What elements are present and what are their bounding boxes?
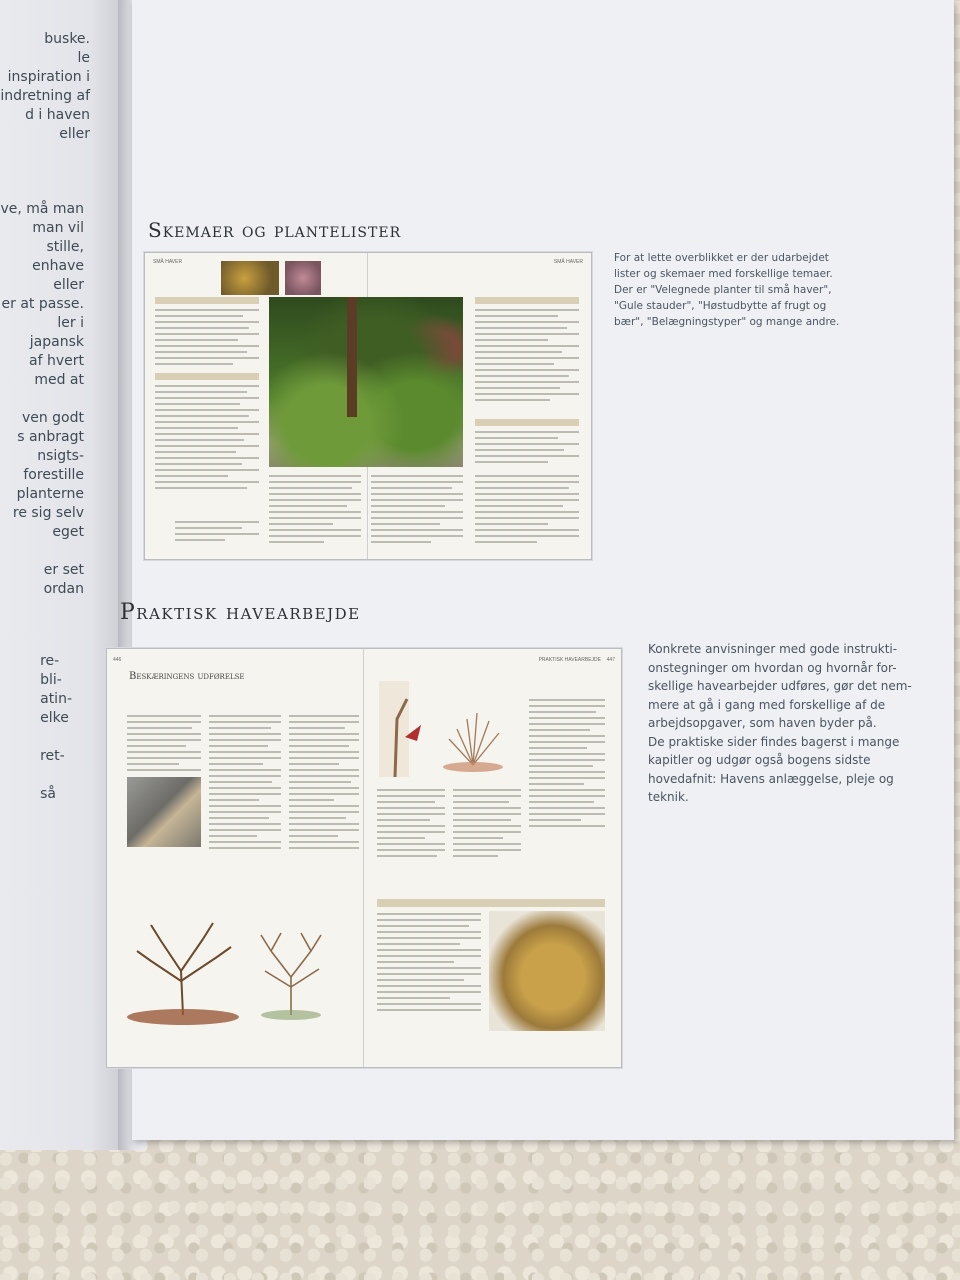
running-head-right: PRAKTISK HAVEARBEJDE [538, 657, 601, 663]
body-text-column [475, 475, 579, 547]
garden-photo [269, 297, 463, 467]
text-line: re sig selv [12, 505, 84, 521]
text-line: buske. [44, 31, 90, 47]
soil-mound [127, 1009, 239, 1025]
desc-line: teknik. [648, 790, 689, 804]
page-number-right: 447 [606, 657, 615, 663]
page-number-left: 446 [113, 657, 122, 663]
text-line: så [40, 786, 56, 802]
body-text-column [529, 699, 605, 831]
text-line: re- [40, 653, 60, 669]
text-line: er at passe. [1, 296, 84, 312]
body-text-column [371, 475, 463, 547]
text-line: ven godt [21, 410, 84, 426]
desc-line: "Gule stauder", "Høstudbytte af frugt og [614, 300, 827, 312]
plant-photo [285, 261, 321, 295]
text-line: med at [34, 372, 84, 388]
plant-photo [221, 261, 279, 295]
body-text-column [453, 789, 521, 861]
text-line: man vil stille, [32, 220, 84, 255]
section-heading-praktisk: Praktisk havearbejde [120, 600, 361, 625]
text-line: forestille [23, 467, 84, 483]
table-header [155, 373, 259, 380]
desc-line: arbejdsopgaver, som haven byder på. [648, 716, 877, 730]
pruning-photo [127, 777, 201, 847]
text-line: ler i japansk [29, 315, 84, 350]
body-text-column [209, 715, 281, 853]
shrub-branches [449, 713, 499, 765]
desc-line: bær", "Belægningstyper" og mange andre. [614, 316, 840, 328]
body-text-column [269, 475, 361, 547]
pruned-tree-illustration [121, 911, 361, 1041]
desc-line: Konkrete anvisninger med gode instrukti- [648, 642, 898, 656]
text-line: indretning af [0, 88, 90, 104]
desc-line: De praktiske sider findes bagerst i mange [648, 734, 900, 749]
running-head-left: SMÅ HAVER [153, 259, 183, 265]
desc-line: skellige havearbejder udføres, gør det nem- [648, 679, 912, 693]
desc-line: hovedafnit: Havens anlæggelse, pleje og [648, 771, 894, 786]
desc-line: onstegninger om hvordan og hvornår for- [648, 660, 897, 675]
body-text-column [289, 715, 359, 853]
table-header [475, 419, 579, 426]
table-rows [155, 385, 259, 493]
table-header [475, 297, 579, 304]
text-line: elke [40, 710, 69, 726]
grass-patch [261, 1010, 321, 1020]
soil-mound [443, 762, 503, 772]
text-line: bli- [40, 672, 62, 688]
section-description-praktisk [648, 640, 948, 807]
desc-line: mere at gå i gang med forskellige af de [648, 697, 886, 712]
desc-line: For at lette overblikket er der udarbejdet [614, 252, 829, 264]
text-line: nsigts- [37, 448, 84, 464]
right-page [113, 0, 954, 1140]
left-page-text-mid [0, 200, 84, 599]
text-line: planterne [16, 486, 84, 502]
tree-trunk [347, 297, 357, 417]
desc-line: Der er "Velegnede planter til små haver", [614, 284, 832, 296]
left-page-text-low [40, 652, 72, 804]
spread-thumbnail-havearbejde [106, 648, 622, 1068]
spread-title: Beskæringens udførelse [129, 671, 245, 682]
section-description-skemaer [614, 250, 904, 330]
text-line: af hvert [29, 353, 84, 369]
body-text-column [127, 715, 201, 775]
text-line: ordan [43, 581, 84, 597]
caption-text [175, 521, 259, 545]
desc-line: lister og skemaer med forskellige temaer. [614, 268, 833, 280]
left-page-text-top [0, 30, 90, 144]
table-rows [475, 309, 579, 405]
body-text-column [377, 913, 481, 1015]
table-rows [475, 431, 579, 467]
spread-fold [363, 649, 364, 1067]
table-header [155, 297, 259, 304]
tree-branches-left [137, 923, 231, 1015]
text-line: ve, må man [0, 201, 84, 217]
pruning-step-illustration [377, 679, 509, 779]
tree-branches-right [261, 933, 321, 1015]
text-line: er set [43, 562, 84, 578]
bamboo-photo [489, 911, 605, 1031]
text-line: le inspiration i [7, 50, 90, 85]
text-line: eget [52, 524, 84, 540]
section-heading-skemaer: Skemaer og plantelister [148, 218, 402, 242]
desc-line: kapitler og udgør også bogens sidste [648, 753, 871, 767]
text-line: d i haven eller [25, 107, 90, 142]
table-rows [155, 309, 259, 369]
spread-thumbnail-plantelister [144, 252, 592, 560]
subsection-header-bar [377, 899, 605, 907]
text-line: atin- [40, 691, 72, 707]
text-line: enhave eller [32, 258, 84, 293]
body-text-column [377, 789, 445, 861]
running-head-right: SMÅ HAVER [553, 259, 583, 265]
text-line: ret- [40, 748, 65, 764]
text-line: s anbragt [17, 429, 84, 445]
